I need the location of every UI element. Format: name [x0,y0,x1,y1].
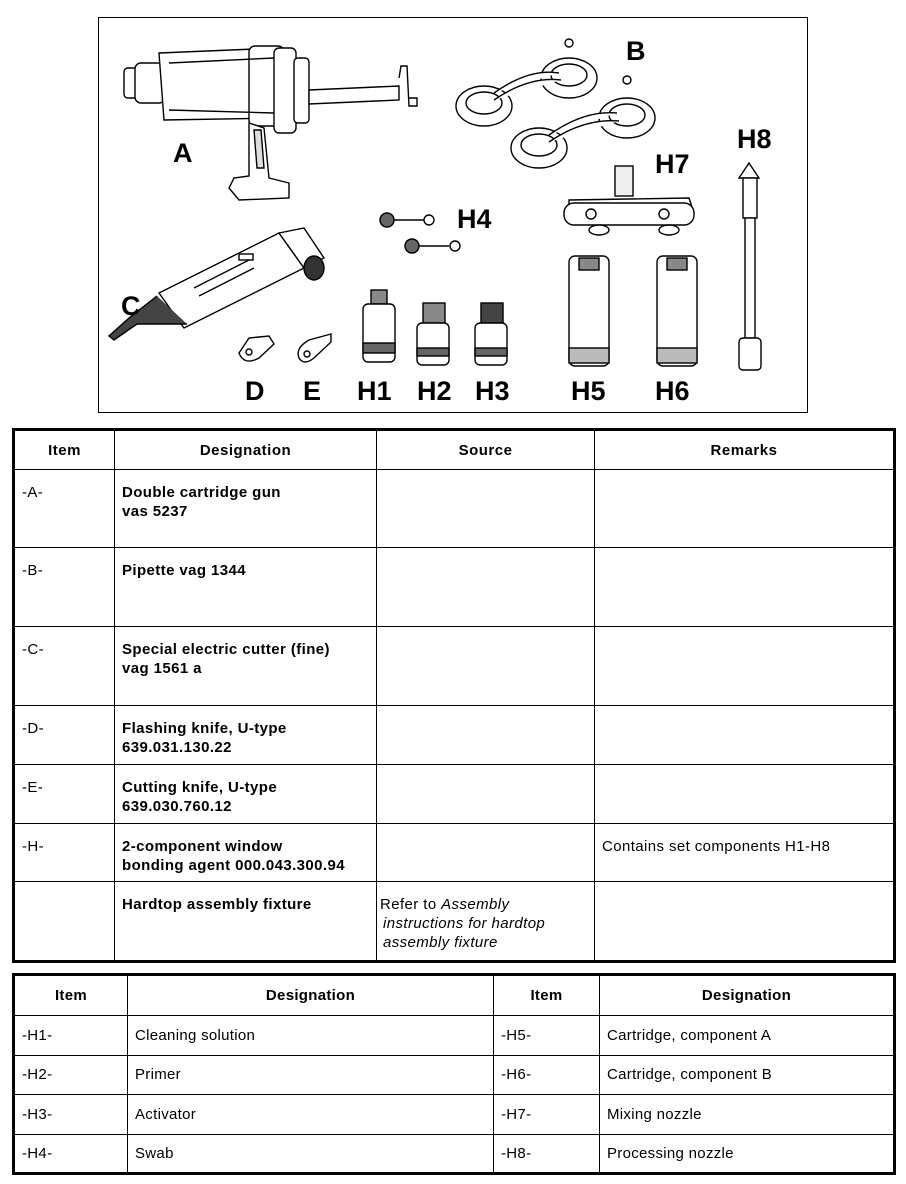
label-h2: H2 [417,376,452,406]
table-row [14,1016,895,1056]
remarks-cell: Contains set components H1-H8 [595,824,895,882]
header-source: Source [377,430,595,470]
designation-line: 639.031.130.22 [122,739,232,756]
header-item-left: Item [14,975,128,1016]
designation-cell: Cleaning solution [128,1016,494,1056]
label-h7: H7 [655,149,690,179]
designation-cell: Cartridge, component B [600,1055,895,1095]
table-row [14,765,895,824]
designation-cell: Activator [128,1095,494,1135]
designation-line: vas 5237 [122,503,188,520]
designation-cell [115,627,377,706]
components-table-header [14,975,895,1016]
source-cell [377,882,595,962]
label-h3: H3 [475,376,510,406]
swab-icon [380,213,460,253]
item-cell: -C- [14,627,115,706]
item-cell: -B- [14,548,115,627]
cutting-knife-icon [298,334,331,362]
tools-illustration-drawing [99,18,809,414]
item-cell: -H2- [14,1055,128,1095]
designation-cell [115,548,377,627]
designation-line: Pipette vag 1344 [122,562,246,579]
table-row [14,706,895,765]
label-h4: H4 [457,204,492,234]
label-e: E [303,376,322,406]
electric-cutter-icon [109,228,324,340]
source-document-title: instructions for hardtop [383,915,546,932]
source-document-title: assembly fixture [383,934,498,951]
source-cell [377,548,595,627]
components-table [12,973,896,1175]
designation-line: 2-component window [122,838,283,855]
designation-line: Double cartridge gun [122,484,281,501]
table-row [14,1134,895,1174]
label-b: B [626,36,646,66]
designation-cell [115,882,377,962]
header-item: Item [14,430,115,470]
item-cell: -H6- [494,1055,600,1095]
processing-nozzle-icon [739,163,761,370]
remarks-cell [595,470,895,548]
designation-cell: Cartridge, component A [600,1016,895,1056]
remarks-cell [595,765,895,824]
designation-cell: Swab [128,1134,494,1174]
designation-cell: Processing nozzle [600,1134,895,1174]
label-h8: H8 [737,124,772,154]
item-cell: -H5- [494,1016,600,1056]
table-row [14,548,895,627]
designation-cell: Mixing nozzle [600,1095,895,1135]
designation-cell [115,824,377,882]
header-remarks: Remarks [595,430,895,470]
cartridge-b-icon [657,256,697,366]
table-row [14,627,895,706]
designation-line: vag 1561 a [122,660,202,677]
label-a: A [173,138,193,168]
designation-cell [115,470,377,548]
label-h1: H1 [357,376,392,406]
primer-bottle-icon [417,303,449,365]
source-cell [377,627,595,706]
header-item-right: Item [494,975,600,1016]
table-row [14,882,895,962]
item-cell: -H3- [14,1095,128,1135]
item-cell [14,882,115,962]
item-cell: -H7- [494,1095,600,1135]
table-row [14,1055,895,1095]
item-cell: -H- [14,824,115,882]
header-designation-right: Designation [600,975,895,1016]
item-cell: -H8- [494,1134,600,1174]
header-designation: Designation [115,430,377,470]
header-designation-left: Designation [128,975,494,1016]
table-row [14,824,895,882]
designation-line: Flashing knife, U-type [122,720,287,737]
tools-illustration [98,17,808,413]
tools-table-header [14,430,895,470]
table-row [14,470,895,548]
table-row [14,1095,895,1135]
designation-line: bonding agent 000.043.300.94 [122,857,345,874]
label-d: D [245,376,265,406]
designation-cell: Primer [128,1055,494,1095]
source-document-title: Assembly [441,896,510,913]
source-prefix: Refer to [380,896,442,913]
label-h5: H5 [571,376,606,406]
source-cell [377,824,595,882]
cartridge-a-icon [569,256,609,366]
remarks-cell [595,627,895,706]
item-cell: -A- [14,470,115,548]
designation-line: Hardtop assembly fixture [122,896,312,913]
source-cell [377,765,595,824]
cartridge-gun-icon [124,46,417,200]
activator-bottle-icon [475,303,507,365]
remarks-cell [595,548,895,627]
designation-line: Special electric cutter (fine) [122,641,330,658]
designation-line: Cutting knife, U-type [122,779,278,796]
item-cell: -E- [14,765,115,824]
item-cell: -H4- [14,1134,128,1174]
flashing-knife-icon [239,336,274,361]
item-cell: -H1- [14,1016,128,1056]
remarks-cell [595,882,895,962]
cleaning-solution-bottle-icon [363,290,395,362]
label-c: C [121,291,141,321]
source-cell [377,470,595,548]
item-cell: -D- [14,706,115,765]
label-h6: H6 [655,376,690,406]
remarks-cell [595,706,895,765]
designation-cell [115,706,377,765]
designation-cell [115,765,377,824]
source-cell [377,706,595,765]
tools-table [12,428,896,963]
designation-line: 639.030.760.12 [122,798,232,815]
